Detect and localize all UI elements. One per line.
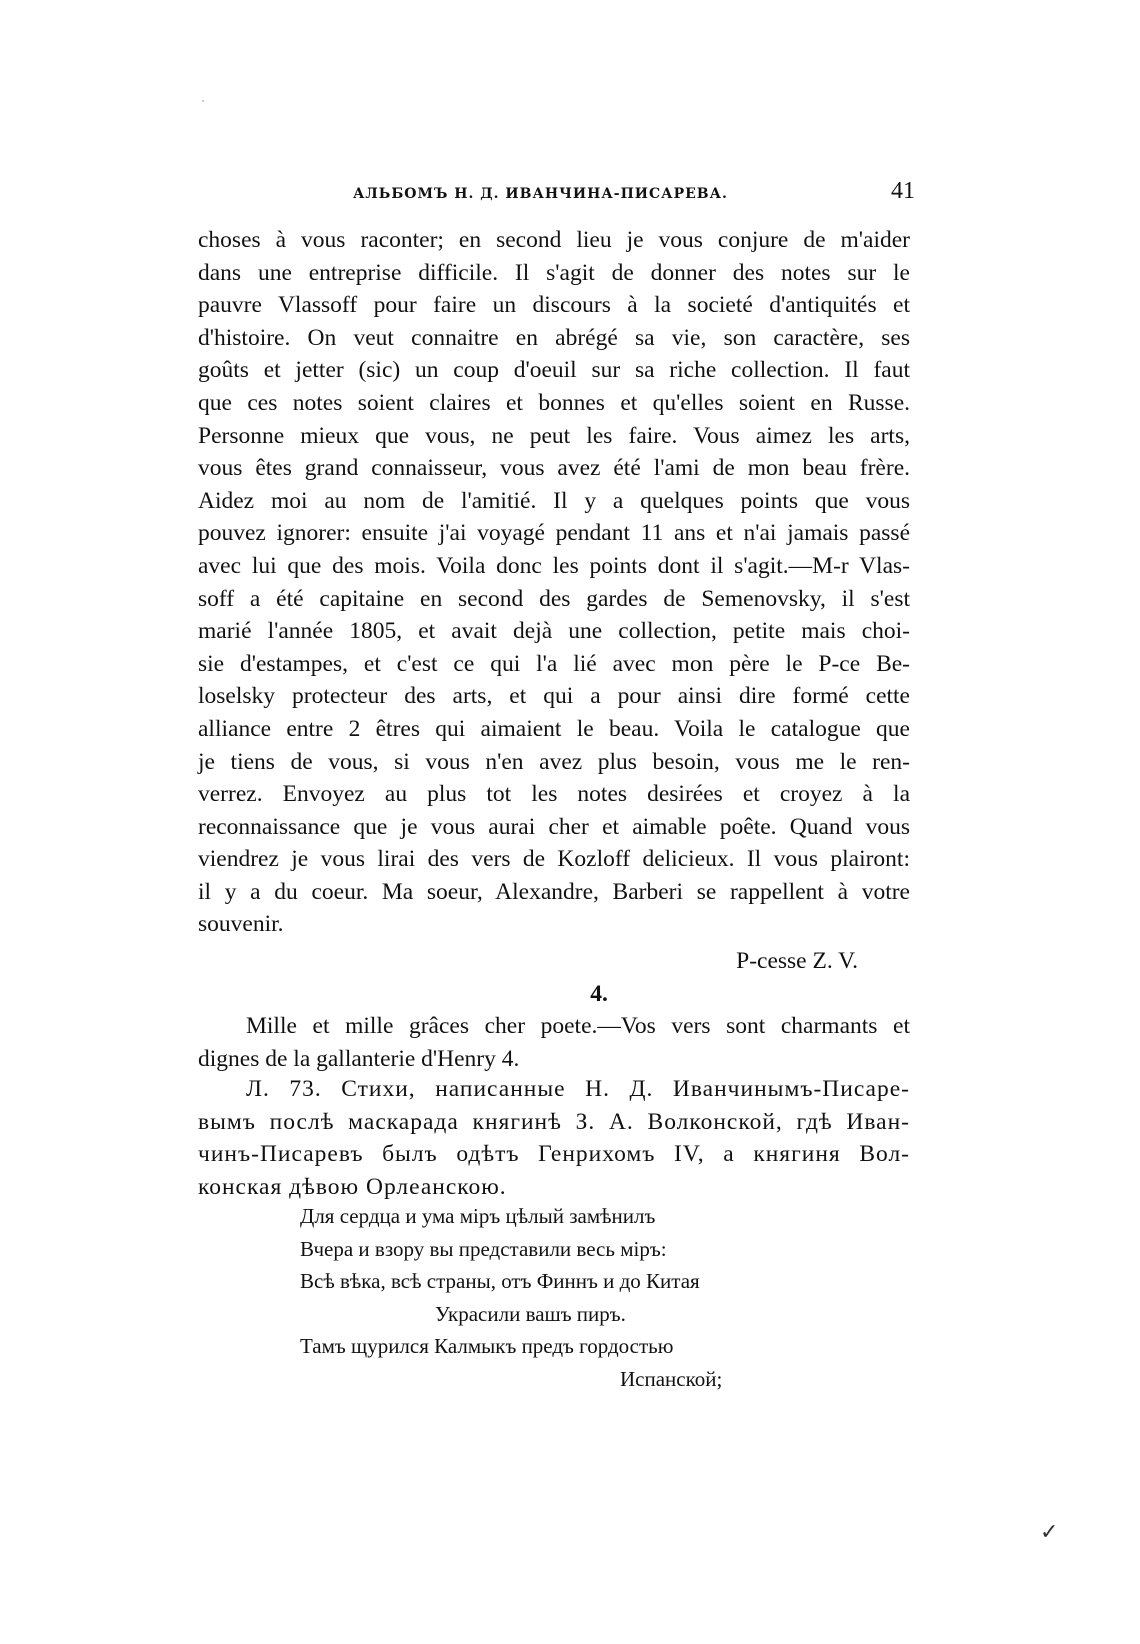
text-line: Personne mieux que vous, ne peut les faire. Vous aimez les arts, — [198, 422, 910, 449]
text-line: reconnaissance que je vous aurai cher et aimable poête. Quand vous — [198, 813, 910, 840]
text-line: goûts et jetter (sic) un coup d'oeuil sur sa riche collection. Il faut — [198, 357, 910, 384]
text-line: sie d'estampes, et c'est ce qui l'a lié avec mon père le P-ce Be- — [198, 650, 910, 677]
poem-line: Украсили вашъ пиръ. — [435, 1301, 626, 1326]
text-line: il y a du coeur. Ma soeur, Alexandre, Barberi se rappellent à votre — [198, 878, 910, 905]
text-line: loselsky protecteur des arts, et qui a pour ainsi dire formé cette — [198, 683, 910, 710]
text-line: verrez. Envoyez au plus tot les notes desirées et croyez à la — [198, 781, 910, 808]
text-line: alliance entre 2 êtres qui aimaient le beau. Voila le catalogue que — [198, 715, 910, 742]
russian-note — [198, 1073, 910, 1203]
text-line: dignes de la gallanterie d'Henry 4. — [198, 1045, 520, 1072]
page-header — [195, 178, 915, 205]
pencil-mark-icon: ✓ — [1040, 1520, 1059, 1545]
text-line: d'histoire. On veut connaitre en abrégé sa vie, son caractère, ses — [198, 324, 910, 351]
text-line: vous êtes grand connaisseur, vous avez été l'ami de mon beau frère. — [198, 455, 910, 482]
text-line: je tiens de vous, si vous n'en avez plus besoin, vous me le ren- — [198, 748, 910, 775]
text-line: marié l'année 1805, et avait dejà une collection, petite mais choi- — [198, 618, 910, 645]
text-line: чинъ-Писаревъ былъ одѣтъ Генрихомъ IV, а княгиня Вол- — [198, 1141, 910, 1168]
poem — [300, 1200, 860, 1396]
text-line: soff a été capitaine en second des gardes de Semenovsky, il s'est — [198, 585, 910, 612]
letter-text — [198, 224, 910, 1075]
text-line: pauvre Vlassoff pour faire un discours à la societé d'antiquités et — [198, 292, 910, 319]
text-line: вымъ послѣ маскарада княгинѣ З. А. Волконской, гдѣ Иван- — [198, 1108, 910, 1135]
text-line: souvenir. — [198, 911, 284, 938]
text-line: avec lui que des mois. Voila donc les points dont il s'agit.—M-r Vlas- — [198, 552, 910, 579]
letter-signature: P-cesse Z. V. — [736, 948, 858, 975]
poem-line: Испанской; — [620, 1366, 723, 1391]
text-line: конская дѣвою Орлеанскою. — [198, 1173, 507, 1200]
section-number: 4. — [590, 980, 608, 1007]
text-line: viendrez je vous lirai des vers de Kozloff delicieux. Il vous plairont: — [198, 846, 910, 873]
poem-line: Всѣ вѣка, всѣ страны, отъ Финнъ и до Китая — [300, 1269, 700, 1294]
text-line: que ces notes soient claires et bonnes et qu'elles soient en Russe. — [198, 389, 910, 416]
text-line: Mille et mille grâces cher poete.—Vos vers sont charmants et — [246, 1013, 910, 1040]
poem-line: Тамъ щурился Калмыкъ предъ гордостью — [300, 1334, 674, 1359]
page-number: 41 — [891, 178, 915, 204]
text-line: Л. 73. Стихи, написанные Н. Д. Иванчинымъ-Писаре- — [246, 1076, 910, 1102]
text-line: dans une entreprise difficile. Il s'agit de donner des notes sur le — [198, 259, 910, 286]
scan-speck — [202, 100, 204, 102]
text-line: choses à vous raconter; en second lieu je vous conjure de m'aider — [198, 227, 910, 253]
text-line: pouvez ignorer: ensuite j'ai voyagé pendant 11 ans et n'ai jamais passé — [198, 520, 910, 547]
running-title: АЛЬБОМЪ Н. Д. ИВАНЧИНА-ПИСАРЕВА. — [353, 186, 728, 202]
poem-line: Для сердца и ума міръ цѣлый замѣнилъ — [300, 1204, 656, 1228]
text-line: Aidez moi au nom de l'amitié. Il y a quelques points que vous — [198, 487, 910, 514]
poem-line: Вчера и взору вы представили весь міръ: — [300, 1236, 667, 1261]
